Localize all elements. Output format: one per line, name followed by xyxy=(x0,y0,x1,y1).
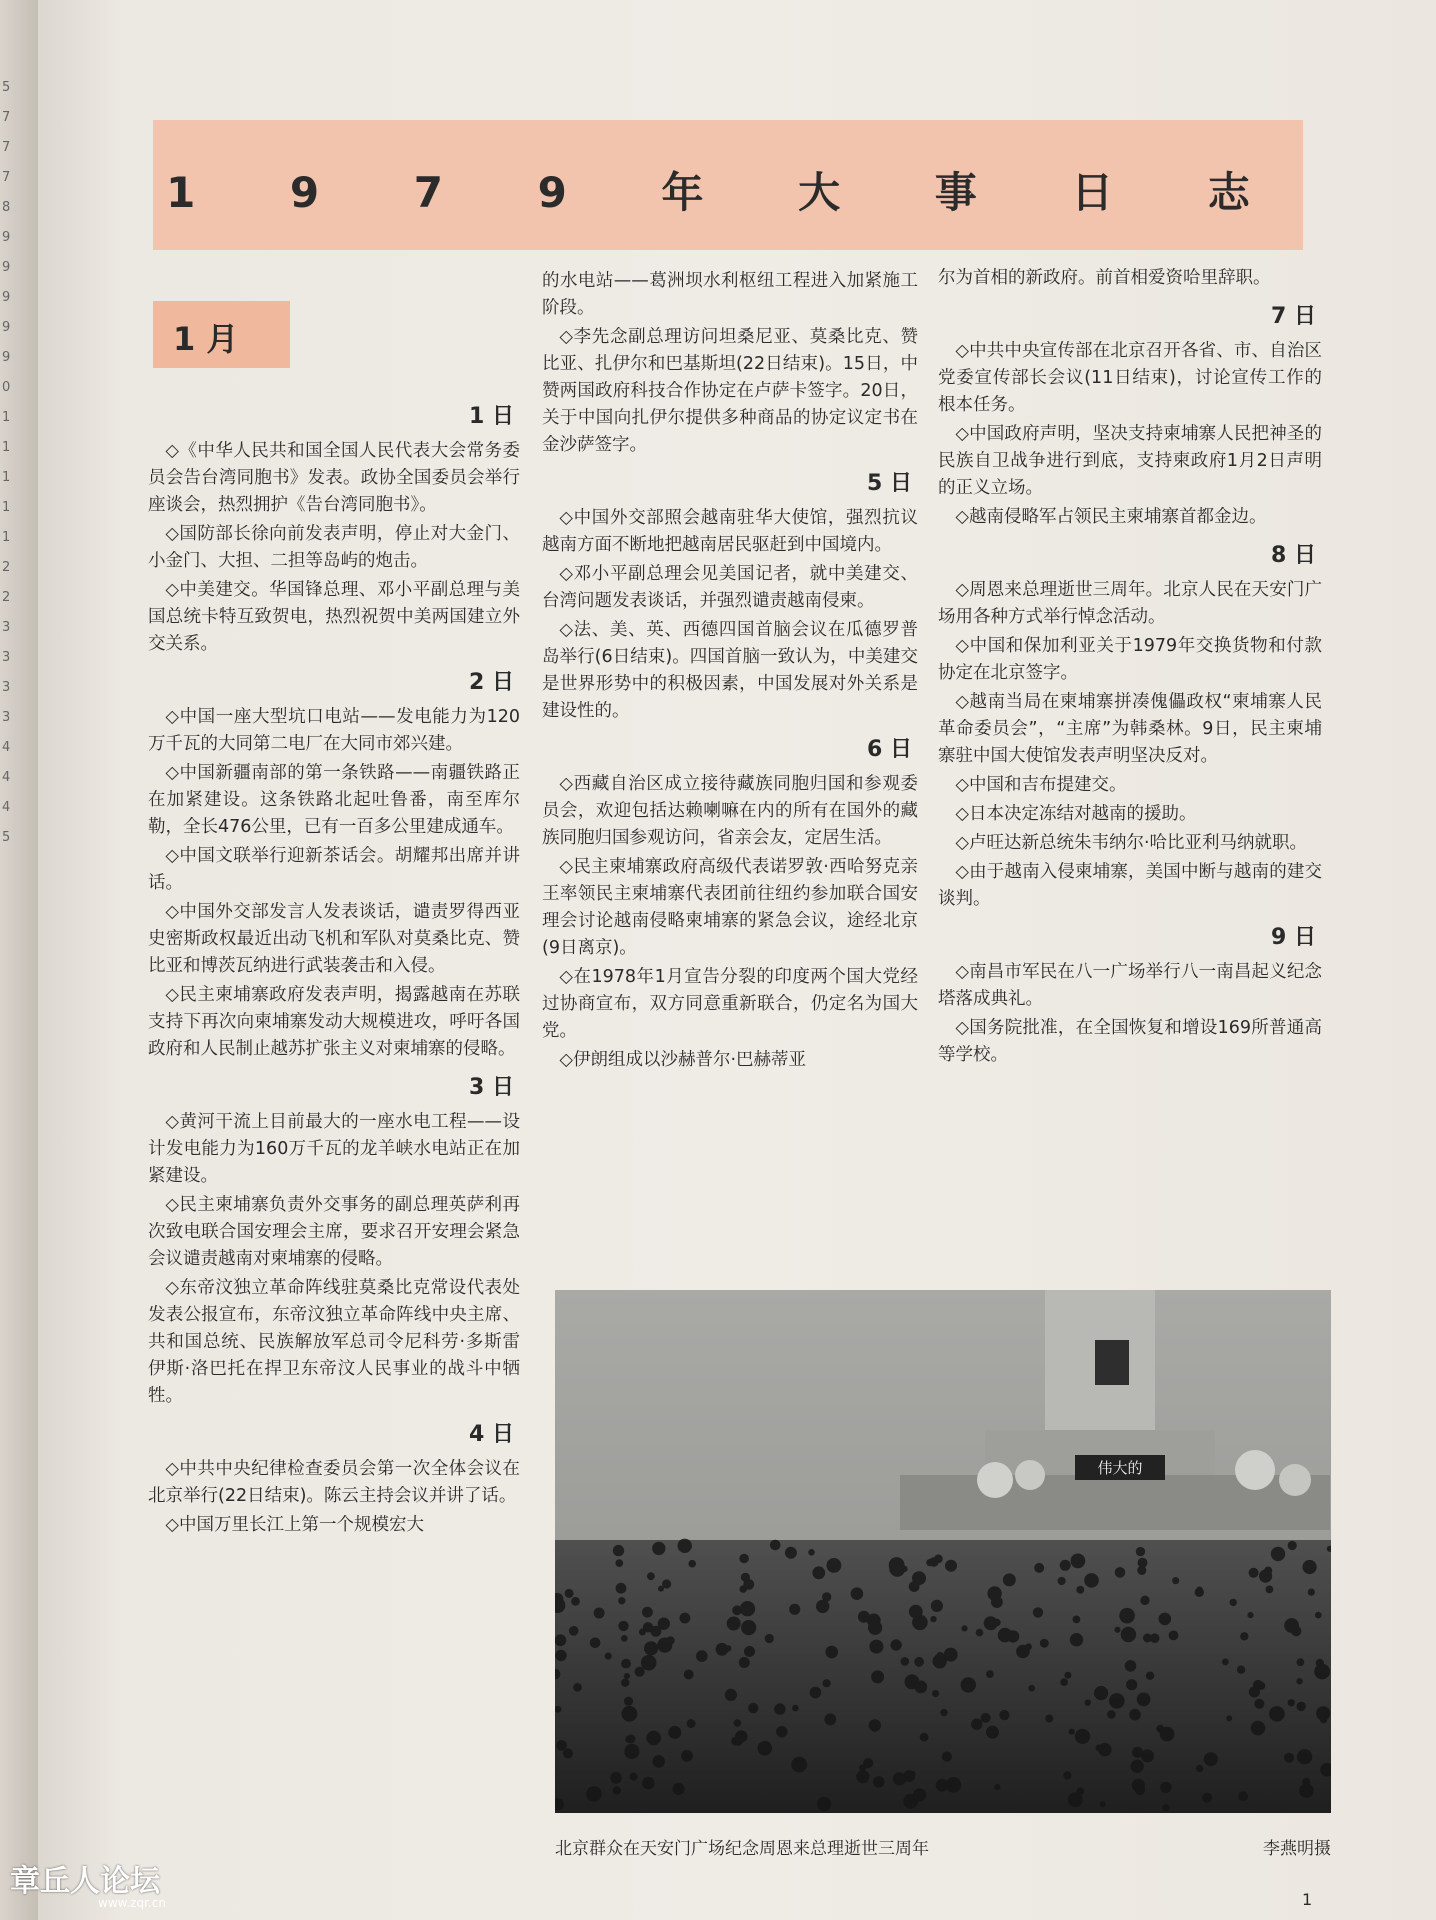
crowd-figure xyxy=(1137,1566,1146,1575)
crowd-figure xyxy=(817,1797,831,1811)
crowd-figure xyxy=(571,1597,580,1606)
crowd-figure xyxy=(914,1657,924,1667)
crowd-figure xyxy=(569,1626,579,1636)
crowd-figure xyxy=(1202,1793,1212,1803)
crowd-figure xyxy=(1226,1715,1232,1721)
crowd-figure xyxy=(1060,1560,1071,1571)
crowd-figure xyxy=(687,1719,696,1728)
crowd-figure xyxy=(1288,1699,1295,1706)
crowd-figure xyxy=(1284,1618,1299,1633)
edge-mark: 4 xyxy=(2,740,11,755)
day-heading: 6 日 xyxy=(867,737,912,762)
log-entry: 的水电站——葛洲坝水利枢纽工程进入加紧施工阶段。 xyxy=(542,271,918,318)
crowd-figure xyxy=(909,1581,920,1592)
crowd-figure xyxy=(994,1784,1000,1790)
day-heading: 3 日 xyxy=(469,1075,514,1100)
crowd-figure xyxy=(735,1730,747,1742)
crowd-figure xyxy=(1114,1627,1120,1633)
crowd-figure xyxy=(586,1786,602,1802)
crowd-figure xyxy=(1297,1749,1312,1764)
crowd-figure xyxy=(868,1621,882,1635)
crowd-figure xyxy=(812,1566,825,1579)
crowd-figure xyxy=(610,1772,622,1784)
crowd-figure xyxy=(1140,1596,1149,1605)
crowd-figure xyxy=(605,1653,612,1660)
month-label: 1 月 xyxy=(173,320,239,358)
crowd-figure xyxy=(1071,1554,1086,1569)
crowd-figure xyxy=(935,1657,946,1668)
crowd-figure xyxy=(976,1629,984,1637)
crowd-figure xyxy=(1297,1658,1305,1666)
crowd-figure xyxy=(643,1622,653,1632)
crowd-figure xyxy=(642,1777,655,1790)
crowd-figure xyxy=(999,1710,1009,1720)
crowd-figure xyxy=(1125,1660,1137,1672)
log-entry: ◇ 中美建交。华国锋总理、邓小平副总理与美国总统卡特互致贺电，热烈祝贺中美两国建立外交关系。 xyxy=(148,577,520,658)
watermark-logo: 章丘人论坛 xyxy=(10,1864,160,1899)
adjacent-page-edge xyxy=(0,0,38,1920)
crowd-figure xyxy=(1169,1631,1179,1641)
crowd-figure xyxy=(635,1667,645,1677)
crowd-figure xyxy=(1288,1541,1297,1550)
crowd-figure xyxy=(1063,1771,1071,1779)
crowd-figure xyxy=(616,1583,627,1594)
crowd-figure xyxy=(824,1714,836,1726)
crowd-figure xyxy=(1075,1729,1090,1744)
crowd-figure xyxy=(658,1618,670,1630)
crowd-figure xyxy=(1172,1577,1179,1584)
log-entry: ◇ 越南当局在柬埔寨拼凑傀儡政权“柬埔寨人民革命委员会”，“主席”为韩桑林。9日，民主柬埔寨驻中国大使馆发表声明坚决反对。 xyxy=(938,689,1322,770)
crowd-figure xyxy=(926,1559,933,1566)
crowd-figure xyxy=(987,1586,1001,1600)
crowd-figure xyxy=(744,1646,755,1657)
crowd-figure xyxy=(1230,1599,1237,1606)
crowd-figure xyxy=(1160,1782,1171,1793)
crowd-figure xyxy=(642,1607,653,1618)
crowd-figure xyxy=(613,1786,621,1794)
log-entry: ◇ 南昌市军民在八一广场举行八一南昌起义纪念塔落成典礼。 xyxy=(938,959,1322,1013)
log-entry: ◇ 周恩来总理逝世三周年。北京人民在天安门广场用各种方式举行悼念活动。 xyxy=(938,577,1322,631)
photo-image xyxy=(555,1290,1331,1813)
title-banner xyxy=(153,120,1303,250)
crowd-figure xyxy=(1146,1672,1154,1680)
crowd-figure xyxy=(816,1600,829,1613)
crowd-figure xyxy=(961,1625,967,1631)
log-entry: ◇ 卢旺达新总统朱韦纳尔·哈比亚利马纳就职。 xyxy=(938,830,1322,857)
crowd-figure xyxy=(1121,1627,1136,1642)
log-entry: ◇ 由于越南入侵柬埔寨，美国中断与越南的建交谈判。 xyxy=(938,859,1322,913)
crowd-figure xyxy=(1137,1693,1151,1707)
crowd-figure xyxy=(732,1605,742,1615)
crowd-figure xyxy=(1107,1710,1116,1719)
edge-mark: 1 xyxy=(2,470,11,485)
portrait-icon xyxy=(1095,1340,1129,1385)
crowd-figure xyxy=(728,1620,738,1630)
crowd-figure xyxy=(1204,1752,1218,1766)
crowd-figure xyxy=(931,1600,943,1612)
crowd-figure xyxy=(986,1726,999,1739)
crowd-figure xyxy=(889,1557,905,1573)
crowd-figure xyxy=(725,1689,737,1701)
log-entry: ◇ 民主柬埔寨负责外交事务的副总理英萨利再次致电联合国安理会主席，要求召开安理会紧急会议谴责越南对柬埔寨的侵略。 xyxy=(148,1192,520,1273)
crowd-figure xyxy=(1254,1699,1264,1709)
page-title: 1 9 7 9 年 大 事 日 志 xyxy=(166,168,1290,217)
edge-mark: 3 xyxy=(2,620,11,635)
edge-mark: 3 xyxy=(2,650,11,665)
crowd-figure xyxy=(893,1772,906,1785)
log-entry: ◇ 中国一座大型坑口电站——发电能力为120万千瓦的大同第二电厂在大同市郊兴建。 xyxy=(148,704,520,758)
crowd-figure xyxy=(1160,1727,1175,1742)
crowd-figure xyxy=(615,1559,623,1567)
edge-mark: 7 xyxy=(2,110,11,125)
crowd-figure xyxy=(810,1687,822,1699)
crowd-figure xyxy=(792,1705,799,1712)
log-entry: ◇ 中国和吉布提建交。 xyxy=(938,772,1322,799)
crowd-figure xyxy=(1126,1679,1137,1690)
crowd-figure xyxy=(668,1726,681,1739)
crowd-figure xyxy=(1249,1686,1260,1697)
crowd-figure xyxy=(1238,1791,1248,1801)
crowd-figure xyxy=(901,1657,910,1666)
crowd-figure xyxy=(785,1547,797,1559)
log-entry: 尔为首相的新政府。前首相爱资哈里辞职。 xyxy=(938,268,1271,288)
crowd-figure xyxy=(681,1750,693,1762)
log-entry: ◇ 中国外交部发言人发表谈话，谴责罗得西亚史密斯政权最近出动飞机和军队对莫桑比克、赞比亚和博茨瓦纳进行武装袭击和入侵。 xyxy=(148,899,520,980)
crowd-figure xyxy=(1240,1632,1248,1640)
crowd-figure xyxy=(646,1731,661,1746)
crowd-figure xyxy=(1302,1778,1310,1786)
crowd-figure xyxy=(555,1634,566,1646)
edge-mark: 1 xyxy=(2,410,11,425)
log-entry: ◇ 《中华人民共和国全国人民代表大会常务委员会告台湾同胞书》发表。政协全国委员会举行座谈会，热烈拥护《告台湾同胞书》。 xyxy=(148,438,520,519)
crowd-figure xyxy=(684,1670,694,1680)
photo-credit: 李燕明摄 xyxy=(1263,1839,1331,1859)
edge-mark: 5 xyxy=(2,80,11,95)
crowd-figure xyxy=(1196,1765,1203,1772)
watermark-url: www.zqr.cn xyxy=(98,1896,166,1910)
crowd-figure xyxy=(858,1611,870,1623)
crowd-figure xyxy=(912,1615,928,1631)
crowd-figure xyxy=(555,1650,566,1661)
crowd-figure xyxy=(624,1744,639,1759)
crowd-figure xyxy=(920,1733,929,1742)
crowd-figure xyxy=(741,1620,756,1635)
crowd-figure xyxy=(564,1752,570,1758)
crowd-figure xyxy=(688,1560,696,1568)
crowd-figure xyxy=(740,1601,755,1616)
day-heading: 9 日 xyxy=(1271,925,1316,950)
edge-mark: 7 xyxy=(2,140,11,155)
memorial-photo xyxy=(555,1290,1331,1813)
crowd-figure xyxy=(1085,1700,1091,1706)
crowd-figure xyxy=(647,1572,655,1580)
crowd-figure xyxy=(1143,1634,1152,1643)
crowd-figure xyxy=(1064,1672,1071,1679)
log-entry: ◇ 中国新疆南部的第一条铁路——南疆铁路正在加紧建设。这条铁路北起吐鲁番，南至库尔勒，全长476公里，已有一百多公里建成通车。 xyxy=(148,760,520,841)
crowd-figure xyxy=(1237,1666,1245,1674)
column-2 xyxy=(542,268,918,1076)
edge-mark: 1 xyxy=(2,440,11,455)
crowd-figure xyxy=(1076,1586,1084,1594)
day-heading: 8 日 xyxy=(1271,543,1316,568)
crowd-figure xyxy=(1094,1686,1108,1700)
crowd-figure xyxy=(932,1690,939,1697)
edge-mark: 5 xyxy=(2,830,11,845)
crowd-figure xyxy=(1271,1547,1285,1561)
crowd-figure xyxy=(1195,1588,1204,1597)
crowd-figure xyxy=(739,1554,749,1564)
edge-mark: 3 xyxy=(2,710,11,725)
crowd-figure xyxy=(627,1735,636,1744)
crowd-figure xyxy=(890,1639,901,1650)
photo-caption: 北京群众在天安门广场纪念周恩来总理逝世三周年 xyxy=(555,1839,929,1859)
edge-mark: 4 xyxy=(2,770,11,785)
crowd-figure xyxy=(624,1697,633,1706)
edge-mark: 9 xyxy=(2,320,11,335)
log-entry: ◇ 国务院批准，在全国恢复和增设169所普通高等学校。 xyxy=(938,1015,1322,1069)
crowd-figure xyxy=(1129,1709,1141,1721)
crowd-figure xyxy=(621,1659,631,1669)
crowd-figure xyxy=(1076,1787,1084,1795)
crowd-figure xyxy=(662,1579,671,1588)
crowd-figure xyxy=(770,1540,781,1551)
log-entry: ◇ 中共中央宣传部在北京召开各省、市、自治区党委宣传部长会议(11日结束)，讨论宣传工作的根本任务。 xyxy=(938,338,1322,419)
crowd-figure xyxy=(652,1755,665,1768)
log-entry: ◇ 中共中央纪律检查委员会第一次全体会议在北京举行(22日结束)。陈云主持会议并讲了话。 xyxy=(148,1456,520,1510)
crowd-figure xyxy=(822,1592,831,1601)
crowd-figure xyxy=(940,1709,947,1716)
log-entry: ◇ 中国万里长江上第一个规模宏大 xyxy=(148,1512,520,1539)
log-entry: ◇ 中国外交部照会越南驻华大使馆，强烈抗议越南方面不断地把越南居民驱赶到中国境内。 xyxy=(542,505,918,559)
day-heading: 7 日 xyxy=(1271,304,1316,329)
crowd-figure xyxy=(1034,1563,1044,1573)
crowd-figure xyxy=(1109,1693,1125,1709)
page-number: 1 xyxy=(1302,1890,1313,1909)
edge-mark: 9 xyxy=(2,260,11,275)
crowd-figure xyxy=(869,1640,883,1654)
crowd-figure xyxy=(1033,1607,1043,1617)
crowd-figure xyxy=(1070,1633,1083,1646)
crowd-figure xyxy=(1100,1801,1106,1807)
crowd-figure xyxy=(946,1777,962,1793)
crowd-figure xyxy=(1269,1706,1285,1722)
crowd-figure xyxy=(1308,1589,1315,1596)
crowd-figure xyxy=(993,1619,1001,1627)
crowd-figure xyxy=(618,1597,625,1604)
log-entry: ◇ 民主柬埔寨政府发表声明，揭露越南在苏联支持下再次向柬埔寨发动大规模进攻，呼吁各国政府和人民制止越苏扩张主义对柬埔寨的侵略。 xyxy=(148,982,520,1063)
edge-mark: 9 xyxy=(2,230,11,245)
crowd-figure xyxy=(776,1726,787,1737)
crowd-figure xyxy=(613,1545,624,1556)
crowd-figure xyxy=(1297,1702,1306,1711)
log-entry: ◇ 黄河干流上目前最大的一座水电工程——设计发电能力为160万千瓦的龙羊峡水电站正在加紧建设。 xyxy=(148,1109,520,1190)
crowd-figure xyxy=(945,1560,957,1572)
day-heading: 5 日 xyxy=(867,471,912,496)
crowd-figure xyxy=(590,1638,601,1649)
crowd-figure xyxy=(1115,1567,1126,1578)
crowd-figure xyxy=(1251,1721,1266,1736)
crowd-figure xyxy=(621,1635,628,1642)
crowd-figure xyxy=(758,1741,773,1756)
log-entry: ◇ 中国和保加利亚关于1979年交换货物和付款协定在北京签字。 xyxy=(938,633,1322,687)
column-3 xyxy=(938,265,1322,1071)
crowd-figure xyxy=(869,1719,881,1731)
crowd-figure xyxy=(743,1579,754,1590)
edge-mark: 7 xyxy=(2,170,11,185)
crowd-figure xyxy=(1119,1608,1135,1624)
edge-mark: 3 xyxy=(2,680,11,695)
crowd-figure xyxy=(1098,1743,1111,1756)
crowd-figure xyxy=(909,1771,916,1778)
crowd-figure xyxy=(1284,1753,1294,1763)
crowd-figure xyxy=(725,1645,731,1651)
crowd-figure xyxy=(863,1758,873,1768)
crowd-figure xyxy=(1131,1760,1144,1773)
crowd-figure xyxy=(1040,1639,1049,1648)
crowd-figure xyxy=(1249,1568,1259,1578)
crowd-figure xyxy=(851,1587,864,1600)
crowd-figure xyxy=(666,1636,675,1645)
crowd-figure xyxy=(1058,1577,1066,1585)
month-label-box xyxy=(153,301,290,368)
day-heading: 1 日 xyxy=(469,404,514,429)
crowd-figure xyxy=(630,1773,638,1781)
log-entry: ◇ 西藏自治区成立接待藏族同胞归国和参观委员会，欢迎包括达赖喇嘛在内的所有在国外的藏族同胞归国参观访问，省亲会友，定居生活。 xyxy=(542,771,918,852)
edge-mark: 2 xyxy=(2,560,11,575)
crowd-figure xyxy=(789,1604,800,1615)
log-entry: ◇ 邓小平副总理会见美国记者，就中美建交、台湾问题发表谈话，并强烈谴责越南侵柬。 xyxy=(542,561,918,615)
banner-text: 伟大的 xyxy=(1097,1459,1143,1477)
crowd-figure xyxy=(644,1641,658,1655)
edge-mark: 9 xyxy=(2,350,11,365)
log-entry: ◇ 中国文联举行迎新茶话会。胡耀邦出席并讲话。 xyxy=(148,843,520,897)
crowd-figure xyxy=(696,1650,708,1662)
crowd-figure xyxy=(1069,1729,1075,1735)
crowd-figure xyxy=(827,1558,842,1573)
crowd-figure xyxy=(678,1539,692,1553)
log-entry: ◇ 伊朗组成以沙赫普尔·巴赫蒂亚 xyxy=(542,1047,918,1074)
log-entry: ◇ 中国政府声明，坚决支持柬埔寨人民把神圣的民族自卫战争进行到底，支持柬政府1月2日声明的正义立场。 xyxy=(938,421,1322,502)
crowd-figure xyxy=(765,1634,774,1643)
crowd-figure xyxy=(1028,1685,1035,1692)
crowd-figure xyxy=(913,1788,926,1801)
log-entry: ◇ 国防部长徐向前发表声明，停止对大金门、小金门、大担、二担等岛屿的炮击。 xyxy=(148,521,520,575)
edge-mark: 1 xyxy=(2,500,11,515)
crowd-figure xyxy=(871,1670,884,1683)
crowd-figure xyxy=(981,1713,991,1723)
crowd-figure xyxy=(1132,1779,1145,1792)
edge-marks xyxy=(2,80,16,860)
crowd-figure xyxy=(1060,1678,1068,1686)
crowd-figure xyxy=(652,1542,665,1555)
crowd-figure xyxy=(825,1646,838,1659)
crowd-figure xyxy=(791,1757,807,1773)
crowd-figure xyxy=(1045,1715,1053,1723)
crowd-figure xyxy=(1303,1560,1317,1574)
crowd-figure xyxy=(1073,1616,1081,1624)
crowd-figure xyxy=(808,1549,815,1556)
crowd-figure xyxy=(621,1679,629,1687)
crowd-figure xyxy=(618,1621,628,1631)
crowd-figure xyxy=(1259,1570,1272,1583)
crowd-figure xyxy=(1315,1612,1322,1619)
crowd-figure xyxy=(986,1670,994,1678)
crowd-figure xyxy=(944,1648,958,1662)
crowd-figure xyxy=(961,1677,976,1692)
crowd-figure xyxy=(1247,1612,1253,1618)
crowd-figure xyxy=(1320,1716,1328,1724)
edge-mark: 0 xyxy=(2,380,11,395)
crowd-figure xyxy=(1159,1613,1172,1626)
day-heading: 4 日 xyxy=(469,1422,514,1447)
crowd-figure xyxy=(573,1683,582,1692)
crowd-figure xyxy=(1003,1573,1016,1586)
crowd-figure xyxy=(1314,1664,1330,1680)
crowd-figure xyxy=(1136,1547,1145,1556)
log-entry: ◇ 越南侵略军占领民主柬埔寨首都金边。 xyxy=(938,504,1322,531)
edge-mark: 1 xyxy=(2,530,11,545)
crowd-figure xyxy=(1084,1573,1099,1588)
log-entry: ◇ 民主柬埔寨政府高级代表诺罗敦·西哈努克亲王率领民主柬埔寨代表团前往纽约参加联合国安理会讨论越南侵略柬埔寨的紧急会议，途经北京(9日离京)。 xyxy=(542,854,918,962)
log-entry: ◇ 法、美、英、西德四国首脑会议在瓜德罗普岛举行(6日结束)。四国首脑一致认为，中美建交是世界形势中的积极因素，中国发展对外关系是建设性的。 xyxy=(542,617,918,725)
crowd-figure xyxy=(622,1706,638,1722)
crowd-figure xyxy=(680,1613,691,1624)
log-entry: ◇ 在1978年1月宣告分裂的印度两个国大党经过协商宣布，双方同意重新联合，仍定名为国大党。 xyxy=(542,964,918,1045)
crowd-figure xyxy=(1222,1659,1229,1666)
crowd-figure xyxy=(624,1673,630,1679)
crowd-figure xyxy=(1162,1804,1169,1811)
crowd-figure xyxy=(971,1719,982,1730)
edge-mark: 4 xyxy=(2,800,11,815)
crowd-figure xyxy=(594,1608,605,1619)
crowd-figure xyxy=(751,1706,758,1713)
log-entry: ◇ 李先念副总理访问坦桑尼亚、莫桑比克、赞比亚、扎伊尔和巴基斯坦(22日结束)。15日，中赞两国政府科技合作协定在卢萨卡签字。20日，关于中国向扎伊尔提供多种商品的协定议定书在金沙萨签字。 xyxy=(542,324,918,459)
crowd-figure xyxy=(1266,1586,1274,1594)
edge-mark: 2 xyxy=(2,590,11,605)
crowd-figure xyxy=(823,1679,831,1687)
crowd-figure xyxy=(1141,1749,1154,1762)
edge-mark: 8 xyxy=(2,200,11,215)
crowd-figure xyxy=(942,1752,952,1762)
crowd-figure xyxy=(873,1776,885,1788)
crowd-figure xyxy=(673,1783,685,1795)
column-1 xyxy=(148,392,520,1541)
log-entry: ◇ 东帝汶独立革命阵线驻莫桑比克常设代表处发表公报宣布，东帝汶独立革命阵线中央主席、共和国总统、民族解放军总司令尼科劳·多斯雷伊斯·洛巴托在捍卫东帝汶人民事业的战斗中牺牲。 xyxy=(148,1275,520,1410)
crowd-figure xyxy=(565,1589,574,1598)
crowd-figure xyxy=(1296,1678,1302,1684)
crowd-figure xyxy=(774,1703,785,1714)
day-heading: 2 日 xyxy=(469,670,514,695)
crowd-figure xyxy=(914,1681,927,1694)
crowd-figure xyxy=(856,1770,869,1783)
log-entry: ◇ 日本决定冻结对越南的援助。 xyxy=(938,801,1322,828)
crowd-figure xyxy=(734,1719,742,1727)
crowd-figure xyxy=(1025,1643,1032,1650)
crowd-figure xyxy=(930,1616,936,1622)
crowd-figure xyxy=(739,1657,750,1668)
edge-mark: 9 xyxy=(2,290,11,305)
crowd-figure xyxy=(998,1628,1013,1643)
